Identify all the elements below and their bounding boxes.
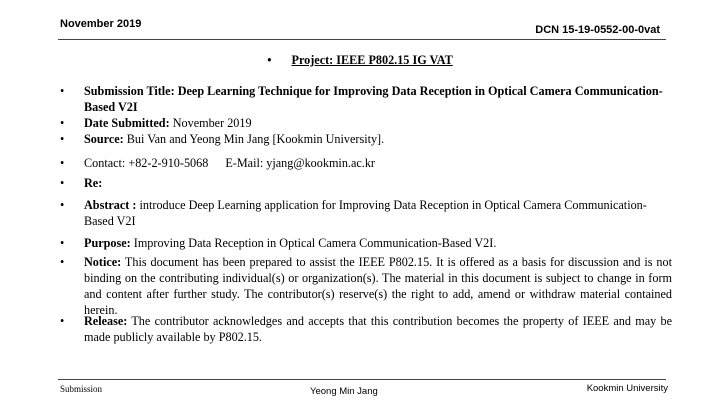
bullet: • [60,236,65,250]
header-divider [58,39,666,40]
bullet: • [60,116,65,130]
footer-submission: Submission [60,384,103,394]
footer-affiliation: Kookmin University [586,383,668,394]
contact-email: E-Mail: yjang@kookmin.ac.kr [225,156,375,170]
date-submitted-value: November 2019 [169,116,252,130]
notice-label: Notice: [84,255,122,269]
source-item [60,131,672,147]
abstract-label: Abstract : [84,198,137,212]
header-doc-id: DCN 15-19-0552-00-0vat [535,24,660,36]
header-date: November 2019 [60,18,142,30]
bullet: • [60,156,65,170]
release-item [60,313,672,345]
bullet: • [60,132,65,146]
date-submitted-label: Date Submitted: [84,116,170,130]
bullet: • [60,255,65,269]
notice-item [60,254,672,318]
bullet: • [60,314,65,328]
purpose-value: Improving Data Reception in Optical Camera Communication-Based V2I. [130,236,497,250]
project-title [0,53,720,68]
bullet: • [267,53,272,67]
re-label: Re: [84,176,103,190]
footer-divider [58,379,666,380]
release-value: The contributor acknowledges and accepts that this contribution becomes the property of IEEE and may be made publicly available by P802.15. [84,314,672,344]
submission-title-text: Submission Title: Deep Learning Technique for Improving Data Reception in Optical Camera Communication-Based V2I [84,84,663,114]
release-label: Release: [84,314,128,328]
bullet: • [60,176,65,190]
re-item [60,175,672,191]
contact-item [60,155,672,171]
purpose-label: Purpose: [84,236,131,250]
abstract-value: introduce Deep Learning application for Improving Data Reception in Optical Camera Communication-Based V2I [84,198,647,228]
abstract-item [60,197,672,229]
source-label: Source: [84,132,124,146]
bullet: • [60,84,65,98]
project-text: Project: IEEE P802.15 IG VAT [291,53,453,67]
footer-author: Yeong Min Jang [310,386,378,397]
contact-phone: Contact: +82-2-910-5068 [84,156,209,170]
purpose-item [60,235,672,251]
date-submitted-item [60,115,672,131]
submission-title-item [60,83,672,115]
source-value: Bui Van and Yeong Min Jang [Kookmin University]. [123,132,385,146]
bullet: • [60,198,65,212]
notice-value: This document has been prepared to assist the IEEE P802.15. It is offered as a basis for discussion and is not binding on the contributing individual(s) or organization(s). The material in this document is subject to change in form and content after further study. The contributor(s) reserve(s) the right to add, amend or withdraw material contained herein. [84,255,672,317]
